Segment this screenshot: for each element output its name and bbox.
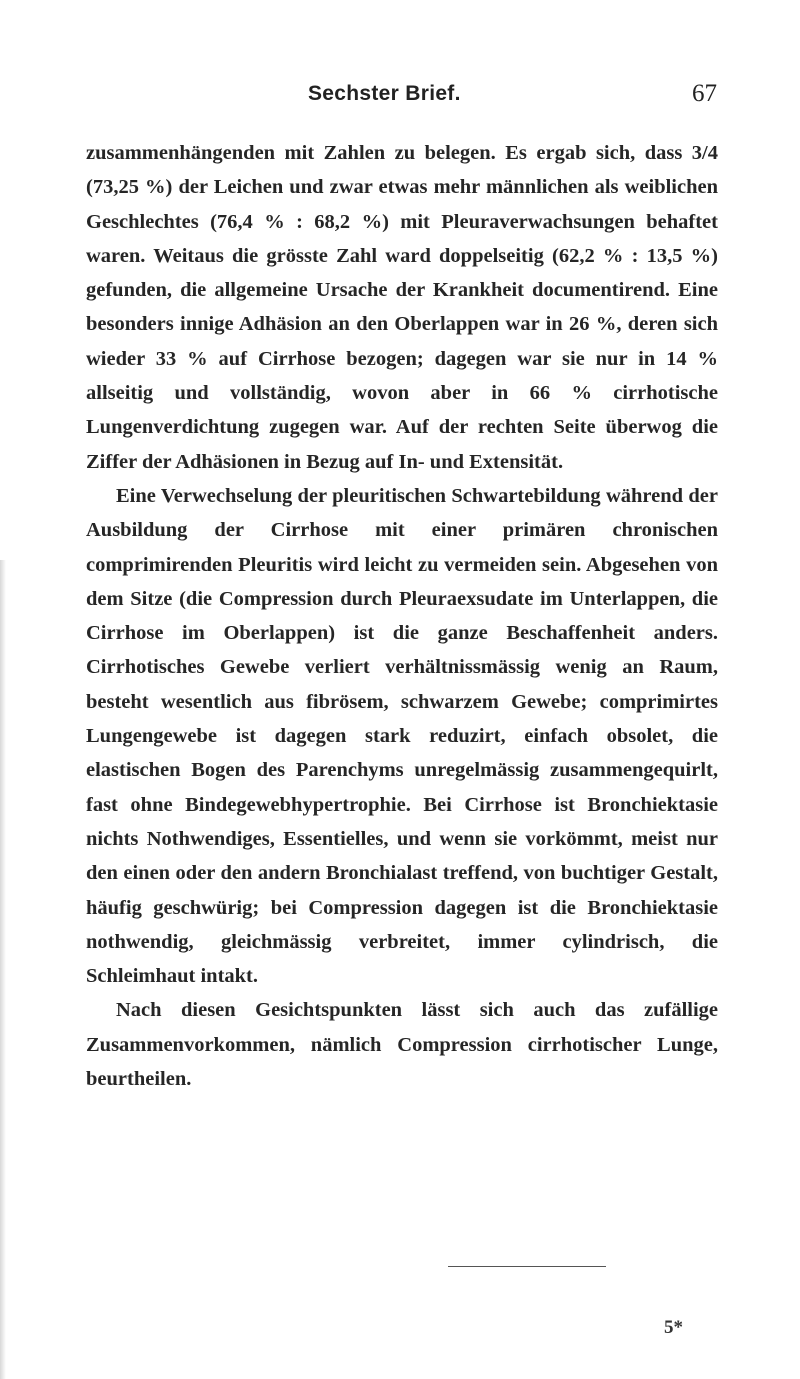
paragraph-3: Nach diesen Gesichtspunkten lässt sich auch das zufällige Zusammenvorkommen, nämlich Compression cirrhotischer Lunge, beurtheilen. bbox=[86, 999, 718, 1091]
page-number: 67 bbox=[692, 80, 717, 107]
signature-mark: 5* bbox=[664, 1317, 683, 1338]
page-header bbox=[0, 76, 800, 116]
paragraph-2: Eine Verwechselung der pleuritischen Schwartebildung während der Ausbildung der Cirrhose mit einer primären chronischen comprimirenden Pleuritis wird leicht zu vermeiden sein. Abgesehen von dem Sitze (die Compression durch Pleuraexsudate im Unterlappen, die Cirrhose im Oberlappen) ist die ganze Beschaffenheit anders. Cirrhotisches Gewebe verliert verhältnissmässig wenig an Raum, besteht wesentlich aus fibrösem, schwarzem Gewebe; comprimirtes Lungengewebe ist dagegen stark reduzirt, einfach obsolet, die elastischen Bogen des Parenchyms unregelmässig zusammengequirlt, fast ohne Bindegewebhypertrophie. Bei Cirrhose ist Bronchiektasie nichts Nothwendiges, Essentielles, und wenn sie vorkömmt, meist nur den einen oder den andern Bronchialast treffend, von buchtiger Gestalt, häufig geschwürig; bei Compression dagegen ist die Bronchiektasie nothwendig, gleichmässig verbreitet, immer cylindrisch, die Schleimhaut intakt. bbox=[86, 484, 718, 988]
paragraph-1: zusammenhängenden mit Zahlen zu belegen. Es ergab sich, dass 3/4 (73,25 %) der Leichen und zwar etwas mehr männlichen als weiblichen Geschlechtes (76,4 % : 68,2 %) mit Pleuraverwachsungen behaftet waren. Weitaus die grösste Zahl ward doppelseitig (62,2 % : 13,5 %) gefunden, die allgemeine Ursache der Krankheit documentirend. Eine besonders innige Adhäsion an den Oberlappen war in 26 %, deren sich wieder 33 % auf Cirrhose bezogen; dagegen war sie nur in 14 % allseitig und vollständig, wovon aber in 66 % cirrhotische Lungenverdichtung zugegen war. Auf der rechten Seite überwog die Ziffer der Adhäsionen in Bezug auf In- und Extensität. bbox=[86, 142, 718, 473]
page-gutter-shadow bbox=[0, 560, 6, 1379]
body-text bbox=[86, 136, 718, 1096]
footer-rule bbox=[448, 1266, 606, 1267]
running-head: Sechster Brief. bbox=[308, 82, 461, 105]
